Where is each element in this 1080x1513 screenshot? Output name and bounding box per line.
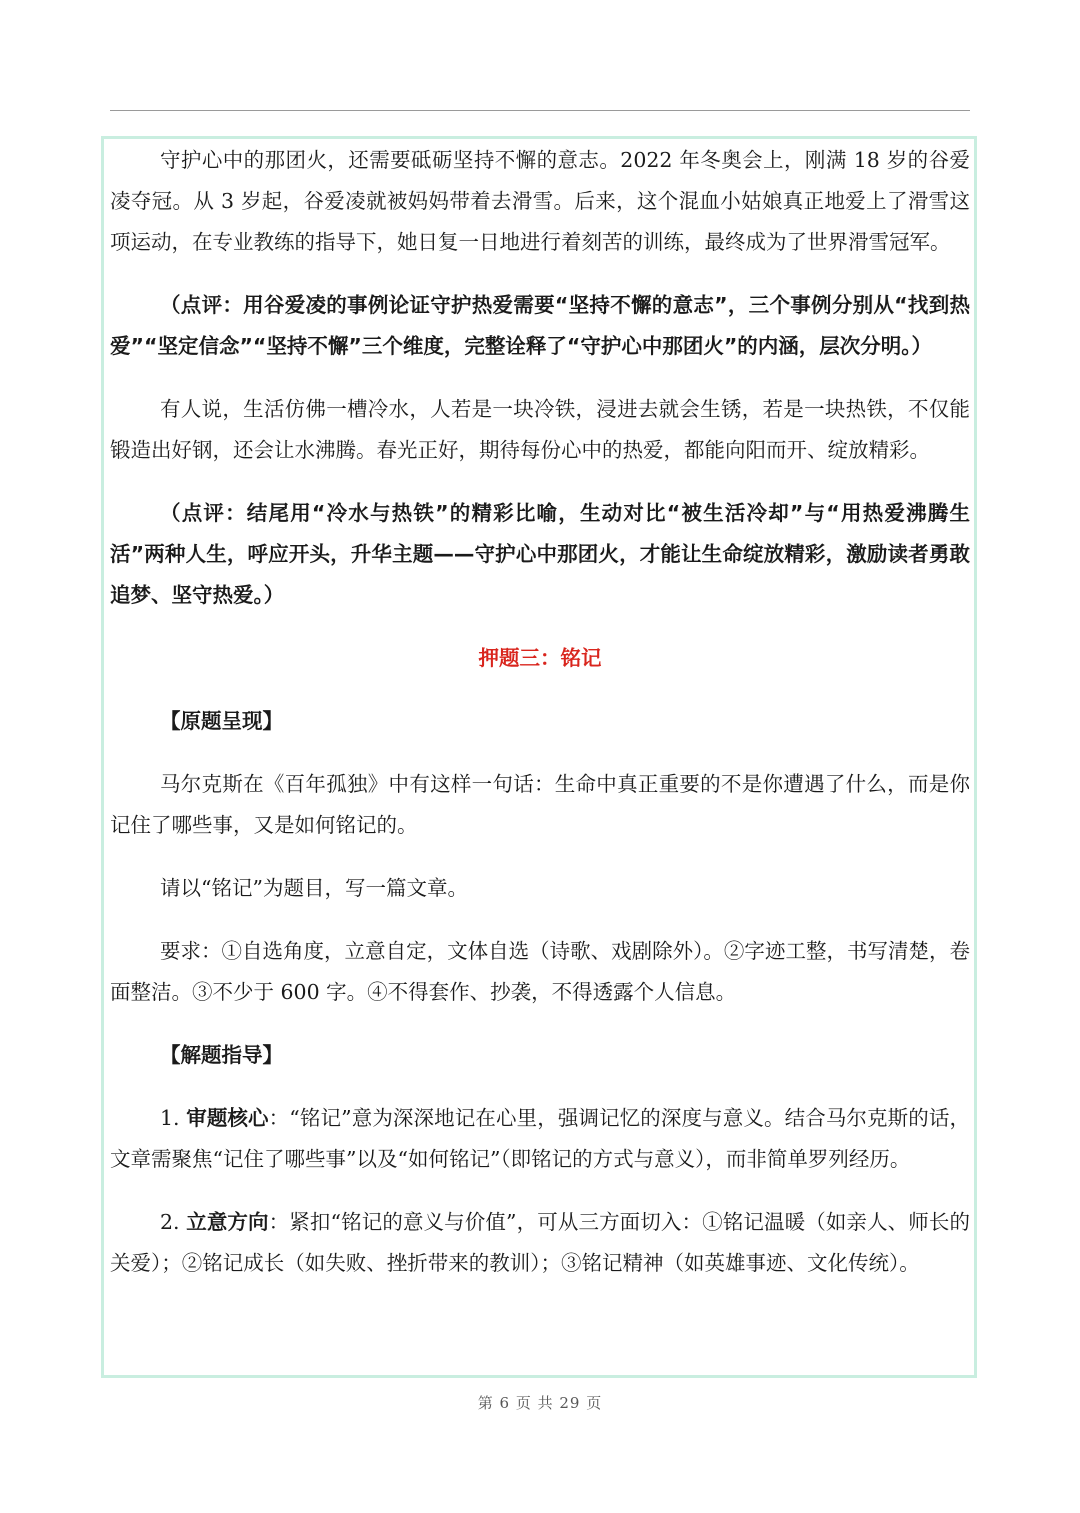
guide-item-number: 2. bbox=[160, 1210, 180, 1234]
header-rule bbox=[110, 110, 970, 111]
guide-item-label: 审题核心 bbox=[186, 1106, 269, 1130]
comment-paragraph: （点评：用谷爱凌的事例论证守护热爱需要“坚持不懈的意志”，三个事例分别从“找到热爱”“坚定信念”“坚持不懈”三个维度，完整诠释了“守护心中那团火”的内涵，层次分明。） bbox=[110, 293, 970, 358]
section-label-original: 【原题呈现】 bbox=[160, 709, 283, 733]
guide-item-text: ：“铭记”意为深深地记在心里，强调记忆的深度与意义。结合马尔克斯的话，文章需聚焦“记住了哪些事”以及“如何铭记”（即铭记的方式与意义），而非简单罗列经历。 bbox=[110, 1106, 970, 1171]
body-paragraph: 守护心中的那团火，还需要砥砺坚持不懈的意志。2022 年冬奥会上，刚满 18 岁的谷爱凌夺冠。从 3 岁起，谷爱凌就被妈妈带着去滑雪。后来，这个混血小姑娘真正地爱上了滑雪这项运动，在专业教练的指导下，她日复一日地进行着刻苦的训练，最终成为了世界滑雪冠军。 bbox=[110, 148, 970, 254]
page-content bbox=[110, 140, 970, 1284]
guide-item bbox=[110, 1202, 970, 1284]
body-paragraph: 有人说，生活仿佛一槽冷水，人若是一块冷铁，浸进去就会生锈，若是一块热铁，不仅能锻造出好钢，还会让水沸腾。春光正好，期待每份心中的热爱，都能向阳而开、绽放精彩。 bbox=[110, 397, 970, 462]
guide-item-label: 立意方向 bbox=[186, 1210, 269, 1234]
prompt-requirements: 要求：①自选角度，立意自定，文体自选（诗歌、戏剧除外）。②字迹工整，书写清楚，卷面整洁。③不少于 600 字。④不得套作、抄袭，不得透露个人信息。 bbox=[110, 939, 970, 1004]
guide-item bbox=[110, 1098, 970, 1180]
prompt-paragraph: 马尔克斯在《百年孤独》中有这样一句话：生命中真正重要的不是你遭遇了什么，而是你记住了哪些事，又是如何铭记的。 bbox=[110, 772, 970, 837]
section-label-guide: 【解题指导】 bbox=[160, 1043, 283, 1067]
guide-item-text: ：紧扣“铭记的意义与价值”，可从三方面切入：①铭记温暖（如亲人、师长的关爱）；②铭记成长（如失败、挫折带来的教训）；③铭记精神（如英雄事迹、文化传统）。 bbox=[110, 1210, 970, 1275]
section-heading: 押题三：铭记 bbox=[478, 646, 602, 670]
guide-item-number: 1. bbox=[160, 1106, 180, 1130]
page-footer: 第 6 页 共 29 页 bbox=[477, 1394, 603, 1412]
prompt-paragraph: 请以“铭记”为题目，写一篇文章。 bbox=[160, 876, 468, 900]
comment-paragraph: （点评：结尾用“冷水与热铁”的精彩比喻，生动对比“被生活冷却”与“用热爱沸腾生活”两种人生，呼应开头，升华主题——守护心中那团火，才能让生命绽放精彩，激励读者勇敢追梦、坚守热爱。） bbox=[110, 501, 970, 607]
